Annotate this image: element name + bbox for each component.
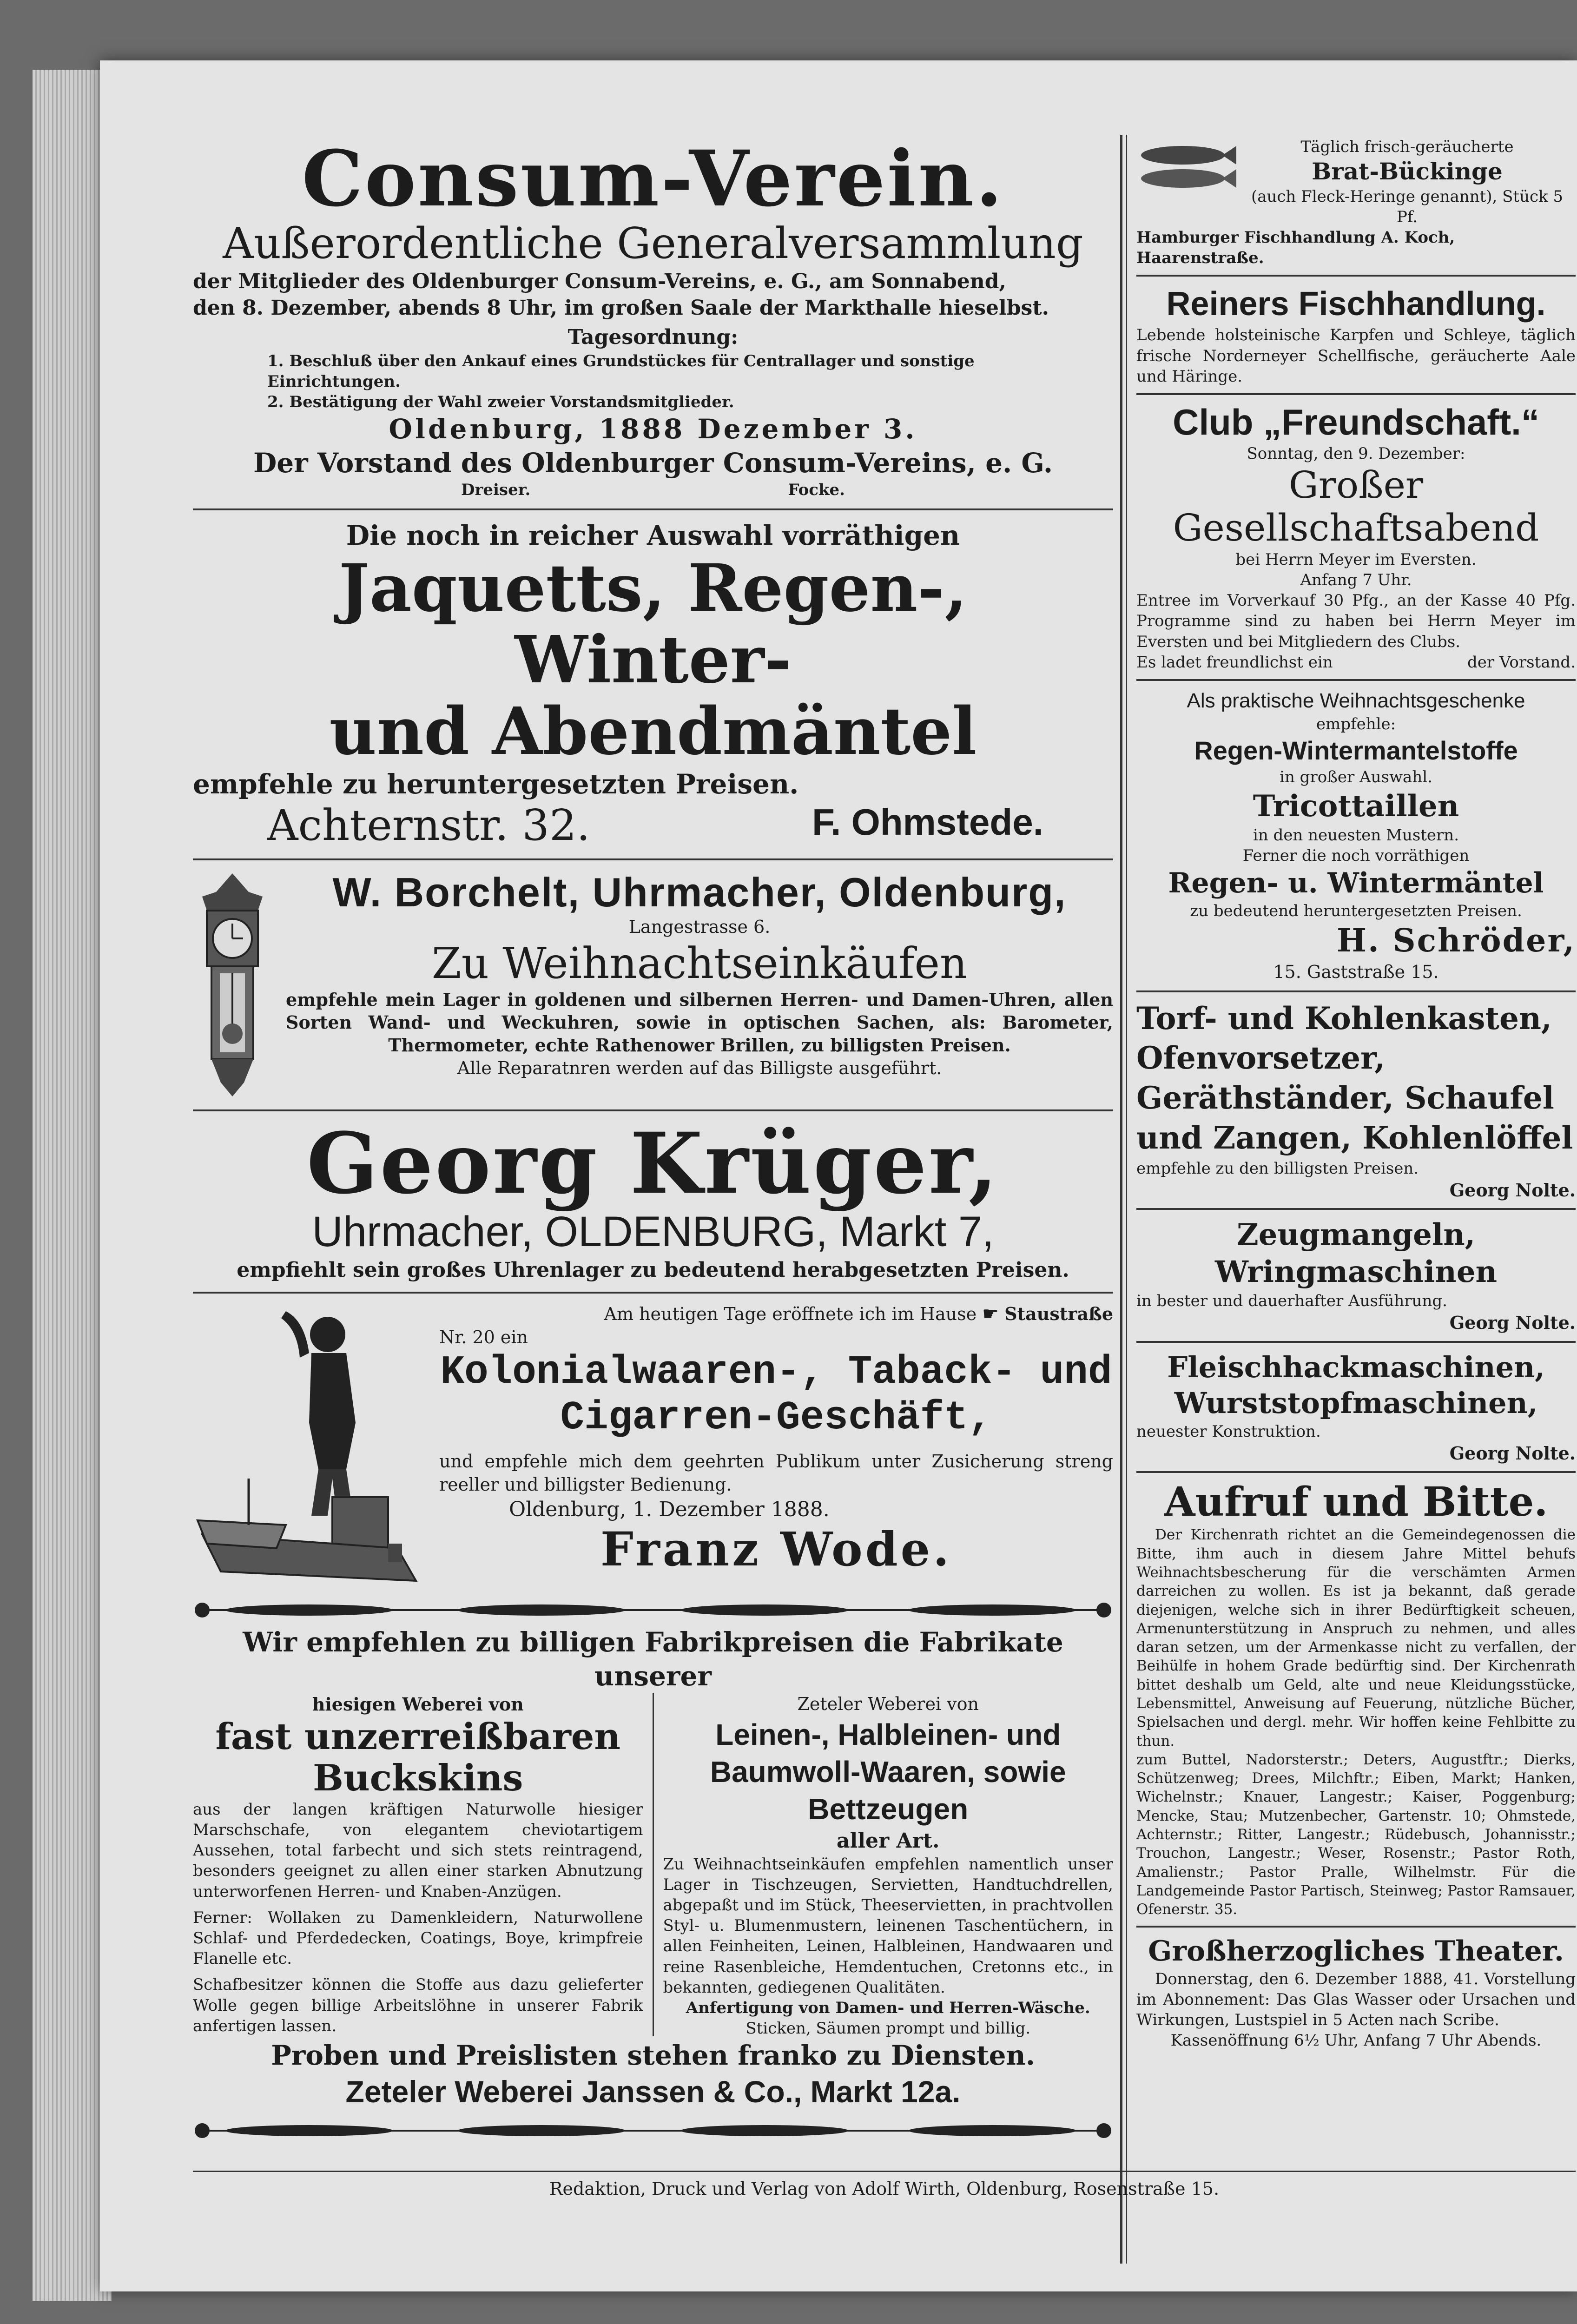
decorative-border-top bbox=[193, 1598, 1113, 1622]
wode-ad bbox=[193, 1294, 1113, 1598]
nolte-2-text: in bester und dauerhafter Ausführung. bbox=[1136, 1292, 1447, 1311]
koch-text-block bbox=[1239, 137, 1576, 227]
ohmstede-intro: Die noch in reicher Auswahl vorräthigen bbox=[346, 520, 960, 552]
koch-line-2: (auch Fleck-Heringe genannt), Stück 5 Pf. bbox=[1251, 187, 1564, 226]
aufruf-heading: Aufruf und Bitte. bbox=[1164, 1479, 1548, 1526]
schroeder-sub-5: zu bedeutend heruntergesetzten Preisen. bbox=[1190, 901, 1522, 920]
nolte-3-heading: Fleischhackmaschinen, Wurststopfmaschinen, bbox=[1167, 1350, 1545, 1420]
consum-agenda-item-1: 1. Beschluß über den Ankauf eines Grundstückes für Centrallager und sonstige Einrichtungen. bbox=[267, 351, 975, 391]
column-divider-thin bbox=[1126, 135, 1127, 2264]
side-column bbox=[1136, 130, 1576, 2057]
wode-name: Franz Wode. bbox=[600, 1522, 952, 1577]
nolte-2-heading: Zeugmangeln, Wringmaschinen bbox=[1214, 1217, 1498, 1290]
janssen-footer-2: Zeteler Weberei Janssen & Co., Markt 12a. bbox=[345, 2074, 961, 2109]
reiners-heading: Reiners Fischhandlung. bbox=[1166, 285, 1546, 323]
koch-ad bbox=[1136, 130, 1576, 277]
nolte-3-text: neuester Konstruktion. bbox=[1136, 1422, 1321, 1441]
imprint-rule bbox=[193, 2171, 1576, 2172]
decorative-border-bottom bbox=[193, 2119, 1113, 2142]
schroeder-heading-3: Regen- u. Wintermäntel bbox=[1168, 866, 1544, 899]
koch-line-3: Hamburger Fischhandlung A. Koch, Haarenstraße. bbox=[1136, 228, 1455, 268]
consum-subtitle: Außerordentliche Generalversammlung bbox=[223, 218, 1083, 269]
consum-title: Consum-Verein. bbox=[302, 133, 1004, 224]
janssen-intro: Wir empfehlen zu billigen Fabrikpreisen die Fabrikate unserer bbox=[243, 1626, 1063, 1692]
janssen-right-heading-2: aller Art. bbox=[837, 1829, 940, 1853]
wode-heading-1: Kolonialwaaren-, Taback- und bbox=[440, 1349, 1112, 1395]
schroeder-heading-1: Regen-Wintermantelstoffe bbox=[1194, 736, 1518, 766]
koch-heading: Brat-Bückinge bbox=[1312, 158, 1503, 185]
column-divider bbox=[1120, 135, 1122, 2264]
wode-heading-2: Cigarren-Geschäft, bbox=[560, 1395, 992, 1441]
consum-date: Oldenburg, 1888 Dezember 3. bbox=[389, 413, 917, 445]
koch-header bbox=[1136, 137, 1576, 227]
krueger-line: Uhrmacher, OLDENBURG, Markt 7, bbox=[312, 1208, 994, 1256]
consum-board: Der Vorstand des Oldenburger Consum-Vereins, e. G. bbox=[253, 447, 1053, 479]
newspaper-page bbox=[100, 60, 1577, 2291]
club-ad bbox=[1136, 395, 1576, 681]
merchant-figure-illustration bbox=[193, 1302, 435, 1590]
consum-agenda-item-2: 2. Bestätigung der Wahl zweier Vorstandsmitglieder. bbox=[267, 392, 734, 411]
theater-times: Kassenöffnung 6½ Uhr, Anfang 7 Uhr Abends. bbox=[1170, 2031, 1542, 2050]
club-invite: Es ladet freundlichst ein bbox=[1136, 653, 1333, 672]
janssen-left-text-2: Ferner: Wollaken zu Damenkleidern, Naturwollene Schlaf- und Pferdedecken, Coatings, Boye, krimpfreie Flanelle etc. bbox=[193, 1908, 643, 1968]
koch-line-1: Täglich frisch-geräucherte bbox=[1300, 138, 1514, 156]
nolte-1-heading: Torf- und Kohlenkasten, Ofenvorsetzer, Geräthständer, Schaufel und Zangen, Kohlenlöffel bbox=[1136, 1000, 1573, 1156]
borchelt-name: W. Borchelt, Uhrmacher, Oldenburg, bbox=[332, 869, 1067, 916]
janssen-left-column bbox=[193, 1693, 654, 2036]
janssen-right-column bbox=[654, 1693, 1114, 2039]
janssen-left-sub: hiesigen Weberei von bbox=[312, 1694, 524, 1715]
ohmstede-heading-2: und Abendmäntel bbox=[329, 693, 977, 770]
janssen-right-text-2: Anfertigung von Damen- und Herren-Wäsche. bbox=[686, 1999, 1090, 2018]
krueger-text: empfiehlt sein großes Uhrenlager zu bedeutend herabgesetzten Preisen. bbox=[237, 1258, 1069, 1282]
schroeder-sub: empfehle: bbox=[1316, 715, 1396, 734]
borchelt-heading: Zu Weihnachtseinkäufen bbox=[431, 938, 968, 988]
janssen-left-text-3: Schafbesitzer können die Stoffe aus dazu gelieferter Wolle gegen billige Arbeitslöhne in unserer Fabrik anfertigen lassen. bbox=[193, 1975, 643, 2035]
wode-text: und empfehle mich dem geehrten Publikum unter Zusicherung streng reeller und billigster Bedienung. bbox=[439, 1451, 1113, 1495]
ohmstede-ad bbox=[193, 510, 1113, 858]
consum-line-1: der Mitglieder des Oldenburger Consum-Vereins, e. G., am Sonnabend, bbox=[193, 270, 1006, 294]
wode-line-2: Nr. 20 ein bbox=[439, 1327, 528, 1348]
nolte-3-name: Georg Nolte. bbox=[1449, 1443, 1576, 1464]
nolte-ad-1 bbox=[1136, 992, 1576, 1210]
theater-ad bbox=[1136, 1928, 1576, 2058]
schroeder-name: H. Schröder, bbox=[1336, 922, 1576, 960]
theater-heading: Großherzogliches Theater. bbox=[1148, 1934, 1564, 1967]
club-venue: bei Herrn Meyer im Eversten. bbox=[1235, 550, 1477, 569]
janssen-right-text: Zu Weihnachtseinkäufen empfehlen namentlich unser Lager in Tischzeugen, Servietten, Handtuchdrellen, abgepaßt und im Stück, Theeservietten, in prachtvollen Styl- u. Blumenmustern, leinenen Taschentüchern, in allen Feinheiten, Leinen, Halbleinen, Handwaaren und reine Rasenbleiche, Hemdentuchen, Cretonns etc., in bekannten, gediegenen Qualitäten. bbox=[663, 1855, 1113, 1997]
wode-content bbox=[435, 1302, 1113, 1576]
aufruf-notice bbox=[1136, 1473, 1576, 1927]
schroeder-heading-2: Tricottaillen bbox=[1253, 788, 1459, 824]
borchelt-ad bbox=[193, 860, 1113, 1109]
schroeder-intro: Als praktische Weihnachtsgeschenke bbox=[1187, 689, 1525, 712]
janssen-ad bbox=[193, 1624, 1113, 2119]
ohmstede-text: empfehle zu heruntergesetzten Preisen. bbox=[193, 768, 799, 800]
club-sign: der Vorstand. bbox=[1467, 653, 1576, 672]
borchelt-repairs: Alle Reparatnren werden auf das Billigste ausgeführt. bbox=[457, 1057, 942, 1078]
krueger-ad bbox=[193, 1111, 1113, 1292]
krueger-name: Georg Krüger, bbox=[306, 1115, 1000, 1213]
consum-signatures bbox=[193, 480, 1113, 500]
borchelt-text: empfehle mein Lager in goldenen und silbernen Herren- und Damen-Uhren, allen Sorten Wand- und Weckuhren, sowie in optischen Sachen, als: Barometer, Thermometer, echte Rathenower Brillen, zu billigsten Preisen. bbox=[286, 989, 1113, 1056]
consum-signature-1: Dreiser. bbox=[461, 481, 531, 500]
wode-line-1 bbox=[439, 1302, 1113, 1326]
theater-text: Donnerstag, den 6. Dezember 1888, 41. Vorstellung im Abonnement: Das Glas Wasser oder Ursachen und Wirkungen, Lustspiel in 5 Acten nach Scribe. bbox=[1136, 1969, 1576, 2029]
aufruf-text: Der Kirchenrath richtet an die Gemeindegenossen die Bitte, ihm auch in diesem Jahre Mittel behufs Weihnachtsbescherung für die verschämten Armen darreichen zu wollen. Es ist ja bekannt, daß gerade diejenigen, welche sich in ihrer Bedürftigkeit scheuen, Armenunterstützung in Anspruch zu nehmen, und alles daran setzen, um der Armenkasse nicht zu verfallen, der Beihülfe in hohem Grade bedürftig sind. Der Kirchenrath bittet deshalb um Geld, alte und neue Kleidungsstücke, Lebensmittel, Anweisung auf Feuerung, nützliche Bücher, Spielsachen und dergl. mehr. Wir hoffen keine Fehlbitte zu thun. bbox=[1136, 1526, 1576, 1750]
club-heading: Club „Freundschaft.“ bbox=[1173, 402, 1539, 442]
wall-clock-illustration bbox=[193, 869, 272, 1101]
borchelt-street: Langestrasse 6. bbox=[628, 917, 771, 938]
wode-date: Oldenburg, 1. Dezember 1888. bbox=[509, 1498, 830, 1522]
club-start: Anfang 7 Uhr. bbox=[1300, 571, 1412, 590]
club-date: Sonntag, den 9. Dezember: bbox=[1247, 444, 1465, 463]
consum-signature-2: Focke. bbox=[788, 481, 845, 500]
nolte-1-text: empfehle zu den billigsten Preisen. bbox=[1136, 1159, 1419, 1178]
consum-verein-ad bbox=[193, 130, 1113, 508]
imprint: Redaktion, Druck und Verlag von Adolf Wirth, Oldenburg, Rosenstraße 15. bbox=[549, 2179, 1220, 2199]
schroeder-sub-3: in den neuesten Mustern. bbox=[1253, 825, 1459, 845]
main-column bbox=[193, 130, 1113, 2144]
wode-street: Staustraße bbox=[1004, 1303, 1113, 1325]
borchelt-content bbox=[272, 869, 1113, 1080]
aufruf-list: zum Buttel, Nadorsterstr.; Deters, Augustftr.; Dierks, Schützenweg; Drees, Milchftr.; Eiben, Markt; Hanken, Wichelnstr.; Knauer, Langestr.; Kaiser, Poggenburg; Mencke, Stau; Mutzenbecher, Gartenstr. 10; Ohmstede, Achternstr.; Ritter, Langestr.; Rüdebusch, Johannisstr.; Trouchon, Langestr.; Weser, Rosenstr.; Pastor Roth, Amalienstr.; Pastor Pralle, Wilhelmstr. Für die Landgemeinde Pastor Partisch, Steinweg; Pastor Ramsauer, Ofenerstr. 35. bbox=[1136, 1751, 1576, 1918]
janssen-right-text-3: Sticken, Säumen prompt und billig. bbox=[746, 2019, 1031, 2038]
consum-agenda-title: Tagesordnung: bbox=[567, 325, 739, 350]
ohmstede-address: Achternstr. 32. bbox=[267, 800, 590, 851]
nolte-1-name: Georg Nolte. bbox=[1449, 1179, 1576, 1201]
ohmstede-heading-1: Jaquetts, Regen-, Winter- bbox=[338, 550, 968, 698]
schroeder-sub-4: Ferner die noch vorräthigen bbox=[1242, 846, 1470, 865]
janssen-right-heading: Leinen-, Halbleinen- und Baumwoll-Waaren, sowie Bettzeugen bbox=[710, 1717, 1066, 1826]
schroeder-address: 15. Gaststraße 15. bbox=[1273, 962, 1439, 983]
ohmstede-name: F. Ohmstede. bbox=[812, 801, 1043, 843]
fish-illustration bbox=[1136, 137, 1239, 197]
schroeder-ad bbox=[1136, 681, 1576, 992]
janssen-footer-1: Proben und Preislisten stehen franko zu Diensten. bbox=[271, 2040, 1035, 2072]
nolte-ad-2 bbox=[1136, 1210, 1576, 1343]
nolte-2-name: Georg Nolte. bbox=[1449, 1312, 1576, 1334]
club-text: Entree im Vorverkauf 30 Pfg., an der Kasse 40 Pfg. Programme sind zu haben bei Herrn Meyer im Eversten und bei Mitgliedern des Clubs. bbox=[1136, 591, 1576, 651]
janssen-columns bbox=[193, 1693, 1113, 2039]
janssen-left-text: aus der langen kräftigen Naturwolle hiesiger Marschschafe, von elegantem cheviotartigem Aussehen, total farbecht und sich stets reintragend, besonders geeignet zu allen einer starken Abnutzung unterworfenen Herren- und Knaben-Anzügen. bbox=[193, 1800, 643, 1901]
wode-line-1-text: Am heutigen Tage eröffnete ich im Hause bbox=[604, 1304, 977, 1325]
pointing-hand-icon: ☛ bbox=[982, 1303, 999, 1325]
club-event: Großer Gesellschaftsabend bbox=[1173, 463, 1539, 549]
reiners-text: Lebende holsteinische Karpfen und Schleye, täglich frische Norderneyer Schellfische, geräucherte Aale und Häringe. bbox=[1136, 326, 1576, 386]
janssen-left-heading: fast unzerreißbaren Buckskins bbox=[215, 1715, 621, 1800]
club-footer bbox=[1136, 652, 1576, 673]
janssen-right-sub: Zeteler Weberei von bbox=[797, 1694, 979, 1715]
reiners-ad bbox=[1136, 277, 1576, 395]
consum-line-2: den 8. Dezember, abends 8 Uhr, im großen Saale der Markthalle hieselbst. bbox=[193, 296, 1049, 320]
nolte-ad-3 bbox=[1136, 1343, 1576, 1473]
schroeder-sub-2: in großer Auswahl. bbox=[1280, 768, 1432, 787]
ohmstede-footer bbox=[193, 801, 1113, 850]
